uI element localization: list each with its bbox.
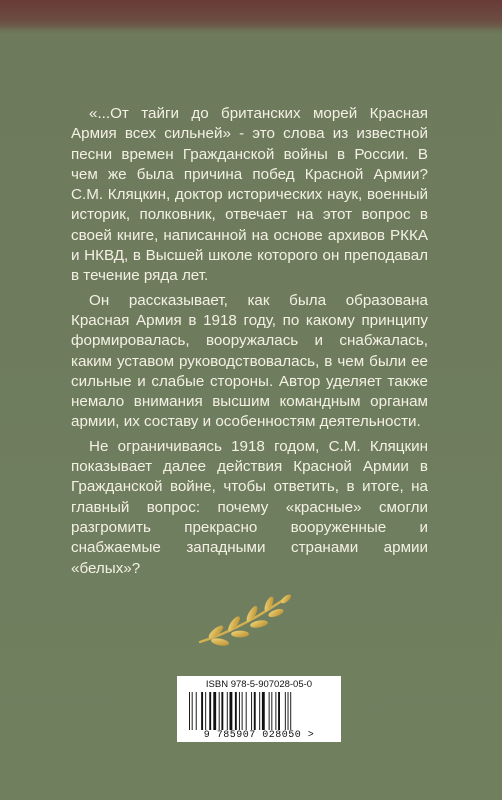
- barcode-bars: [189, 692, 331, 730]
- blurb-paragraph-3: Не ограничиваясь 1918 годом, С.М. Кляцкин показывает далее действия Красной Армии в Гражданской войне, чтобы ответить, в итоге, на главный вопрос: почему «красные» смогли разгромить прекрасно вооруженные и снабжаемые западными странами армии «белых»?: [71, 437, 428, 577]
- barcode-digits: 9 785907 028050 >: [203, 730, 315, 741]
- isbn-label: ISBN 978-5-907028-05-0: [205, 679, 313, 690]
- blurb-paragraph-1: «...От тайги до британских морей Красная Армия всех сильней» - это слова из известной песни времен Гражданской войны в России. В чем же была причина побед Красной Армии? С.М. Кляцкин, доктор исторических наук, военный историк, полковник, отвечает на этот вопрос в своей книге, написанной на основе архивов РККА и НКВД, в Высшей школе которого он преподавал в течение ряда лет.: [71, 105, 428, 285]
- top-band: [0, 0, 502, 30]
- barcode-box: [177, 676, 341, 742]
- blurb-paragraph-2: Он рассказывает, как была образована Красная Армия в 1918 году, по какому принципу формировалась, вооружалась и снабжалась, каким уставом руководствовалась, в чем были ее сильные и слабые стороны. Автор уделяет также немало внимания высшим командным органам армии, их составу и особенностям деятельности.: [71, 291, 428, 431]
- blurb-text: [71, 104, 428, 583]
- laurel-branch-icon: [196, 592, 292, 648]
